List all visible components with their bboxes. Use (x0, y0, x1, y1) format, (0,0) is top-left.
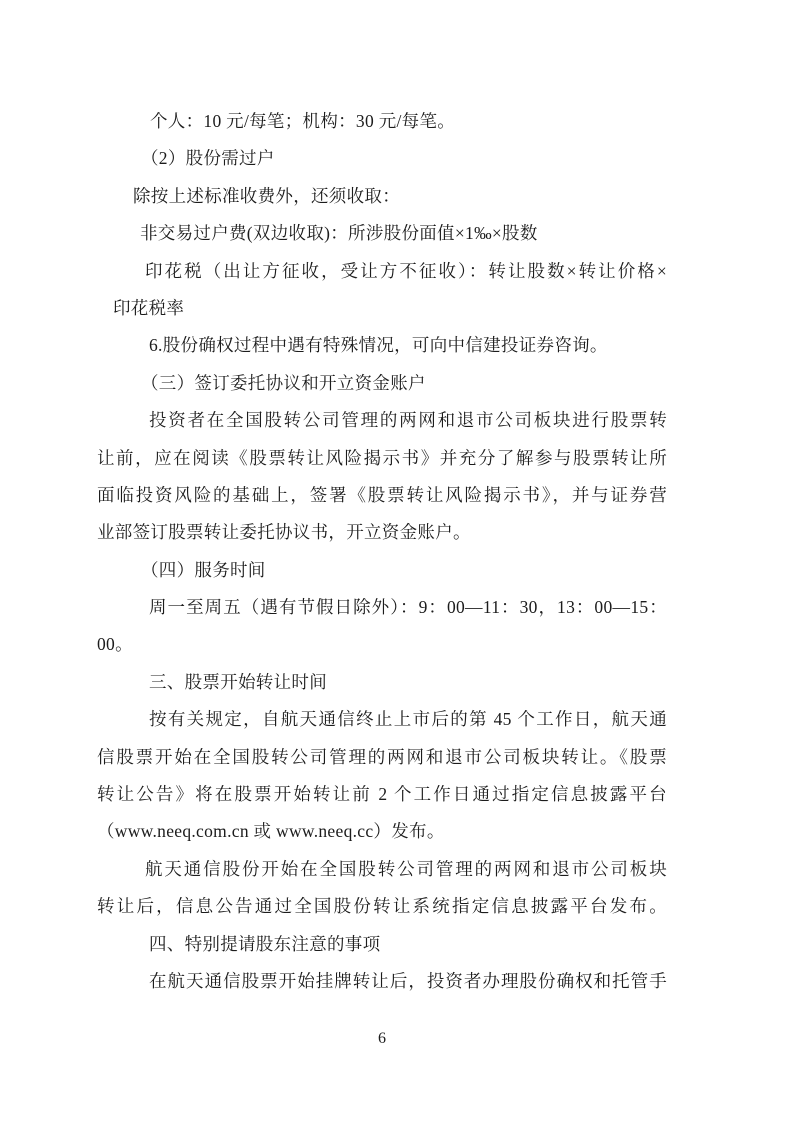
page-number: 6 (378, 1030, 386, 1047)
document-line: 非交易过户费(双边收取)：所涉股份面值×1‰×股数 (140, 223, 538, 244)
document-line: 业部签订股票转让委托协议书，开立资金账户。 (97, 522, 471, 543)
document-line: 转让后，信息公告通过全国股份转让系统指定信息披露平台发布。 (97, 896, 667, 917)
document-line: 周一至周五（遇有节假日除外）：9：00—11：30，13：00—15： (149, 597, 667, 618)
document-line: （2）股份需过户 (141, 148, 275, 169)
document-line: 除按上述标准收费外，还须收取： (133, 185, 400, 206)
document-line: 信股票开始在全国股转公司管理的两网和退市公司板块转让。《股票 (97, 746, 667, 767)
document-body (97, 103, 667, 1000)
document-line: 印花税率 (113, 297, 185, 318)
document-line: （四）服务时间 (141, 559, 266, 580)
document-line: 转让公告》将在股票开始转让前 2 个工作日通过指定信息披露平台 (97, 784, 667, 805)
document-line: 三、股票开始转让时间 (149, 671, 327, 692)
document-line: 让前，应在阅读《股票转让风险揭示书》并充分了解参与股票转让所 (97, 447, 667, 468)
document-line: 按有关规定，自航天通信终止上市后的第 45 个工作日，航天通 (149, 709, 667, 730)
document-line: 00。 (97, 634, 133, 655)
document-line: 投资者在全国股转公司管理的两网和退市公司板块进行股票转 (149, 410, 667, 431)
document-line: 四、特别提请股东注意的事项 (149, 933, 381, 954)
document-line: 面临投资风险的基础上，签署《股票转让风险揭示书》，并与证券营 (97, 484, 667, 505)
document-line: 在航天通信股票开始挂牌转让后，投资者办理股份确权和托管手 (149, 970, 667, 991)
document-line: （www.neeq.com.cn 或 www.neeq.cc）发布。 (97, 821, 445, 842)
document-line: 6.股份确权过程中遇有特殊情况，可向中信建投证券咨询。 (149, 335, 608, 356)
document-line: 印花税（出让方征收，受让方不征收）：转让股数×转让价格× (145, 260, 667, 281)
document-line: （三）签订委托协议和开立资金账户 (141, 372, 426, 393)
document-line: 航天通信股份开始在全国股转公司管理的两网和退市公司板块 (145, 858, 667, 879)
document-line: 个人：10 元/每笔；机构：30 元/每笔。 (150, 111, 456, 131)
